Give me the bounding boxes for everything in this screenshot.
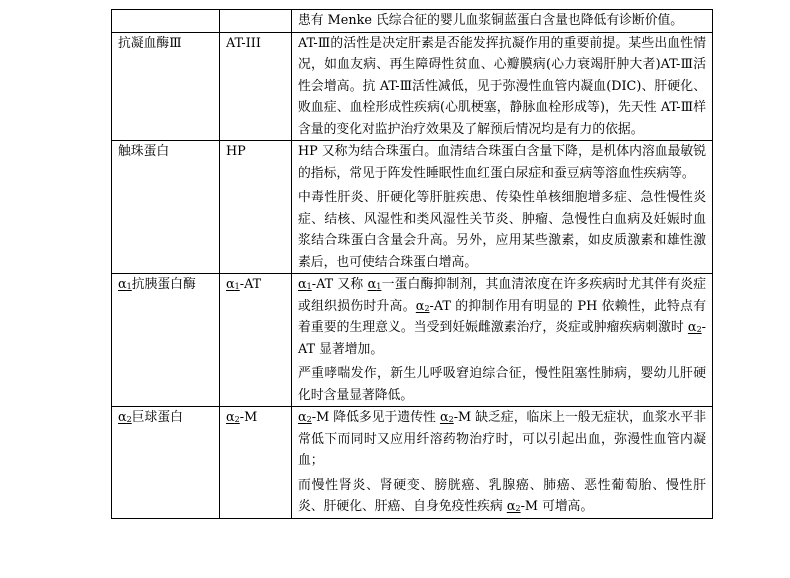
alpha-symbol: $\alpha_1$ [226, 277, 240, 292]
description-paragraph: 而慢性肾炎、肾硬变、膀胱癌、乳腺癌、肺癌、恶性葡萄胎、慢性肝炎、肝硬化、肝癌、自身免疫性疾病 $\alpha_2-M$ 可增高。 [298, 477, 706, 514]
table-row-antithrombin-iii [112, 32, 713, 141]
alpha-symbol: $\alpha_1$ [298, 277, 312, 292]
item-name-cell: 触珠蛋白 [112, 141, 220, 274]
table-row-alpha2-macroglobulin [112, 407, 713, 519]
item-name-cell: 抗凝血酶Ⅲ [112, 32, 220, 141]
description-paragraph: $\alpha_2-M$ 降低多见于遗传性 $\alpha_2-M$ 缺乏症，临床上一般无症状，血浆水平非常低下而同时又应用纤溶药物治疗时，可以引起出血，弥漫性血管内凝血； [298, 410, 706, 468]
alpha-symbol: $\alpha_1$ [118, 277, 132, 292]
abbreviation-cell: HP [220, 141, 292, 274]
alpha-symbol: $\alpha_2$ [687, 320, 702, 335]
reference-table [111, 9, 713, 519]
description-paragraph: 中毒性肝炎、肝硬化等肝脏疾患、传染性单核细胞增多症、急性慢性炎症、结核、风湿性和类风湿性关节炎、肿瘤、急慢性白血病及妊娠时血浆结合珠蛋白含量会升高。另外，应用某些激素，如皮质激素和雄性激素后，也可使结合珠蛋白增高。 [298, 190, 706, 270]
clinical-significance-cell [292, 274, 713, 407]
alpha-symbol: $\alpha_2$ [439, 410, 454, 425]
clinical-significance-cell [292, 407, 713, 519]
table-row-ceruloplasmin-continued [112, 10, 713, 33]
abbreviation-cell: $\alpha_2-M$ [220, 407, 292, 519]
clinical-significance-cell [292, 141, 713, 274]
item-name-cell [112, 10, 220, 33]
clinical-significance-cell [292, 32, 713, 141]
abbreviation-cell [220, 10, 292, 33]
alpha-symbol: $\alpha_2$ [506, 499, 521, 514]
alpha-symbol: $\alpha_2$ [226, 410, 240, 425]
item-name-cell: $\alpha_2$巨球蛋白 [112, 407, 220, 519]
table-row-alpha1-antitrypsin [112, 274, 713, 407]
alpha-symbol: $\alpha_2$ [298, 410, 312, 425]
alpha-symbol: $\alpha_2$ [415, 298, 430, 314]
clinical-significance-cell [292, 10, 713, 33]
abbreviation-cell: AT-III [220, 32, 292, 141]
description-paragraph: HP 又称为结合珠蛋白。血清结合珠蛋白含量下降，是机体内溶血最敏锐的指标，常见于阵发性睡眠性血红蛋白尿症和蚕豆病等溶血性疾病等。 [298, 144, 706, 181]
alpha-symbol: $\alpha_1$ [367, 277, 382, 292]
item-name-cell: $\alpha_1$抗胰蛋白酶 [112, 274, 220, 407]
abbreviation-cell: $\alpha_1-AT$ [220, 274, 292, 407]
description-paragraph: $\alpha_1-AT$ 又称 $\alpha_1$一蛋白酶抑制剂，其血清浓度在许多疾病时尤其伴有炎症或组织损伤时升高。$\alpha_2-AT$ 的抑制作用有明显的 PH 依赖性，此特点有着重要的生理意义。当受到妊娠雌激素治疗，炎症或肿瘤疾病刺激时 $\alpha_2-AT$ 显著增加。 [298, 277, 707, 357]
description-paragraph: 患有 Menke 氏综合征的婴儿血浆铜蓝蛋白含量也降低有诊断价值。 [298, 13, 684, 28]
description-paragraph: 严重哮喘发作，新生儿呼吸窘迫综合征，慢性阻塞性肺病，婴幼儿肝硬化时含量显著降低。 [298, 366, 706, 403]
alpha-symbol: $\alpha_2$ [118, 410, 132, 425]
table-row-haptoglobin [112, 141, 713, 274]
description-paragraph: AT-Ⅲ的活性是决定肝素是否能发挥抗凝作用的重要前提。某些出血性情况，如血友病、再生障碍性贫血、心瓣膜病(心力衰竭肝肿大者)AT-Ⅲ活性会增高。抗 AT-Ⅲ活性减低，见于弥漫性血管内凝血(DIC)、肝硬化、败血症、血栓形成性疾病(心肌梗塞，静脉血栓形成等)，先天性 AT-Ⅲ样含量的变化对监护治疗效果及了解预后情况均是有力的依据。 [298, 35, 706, 137]
